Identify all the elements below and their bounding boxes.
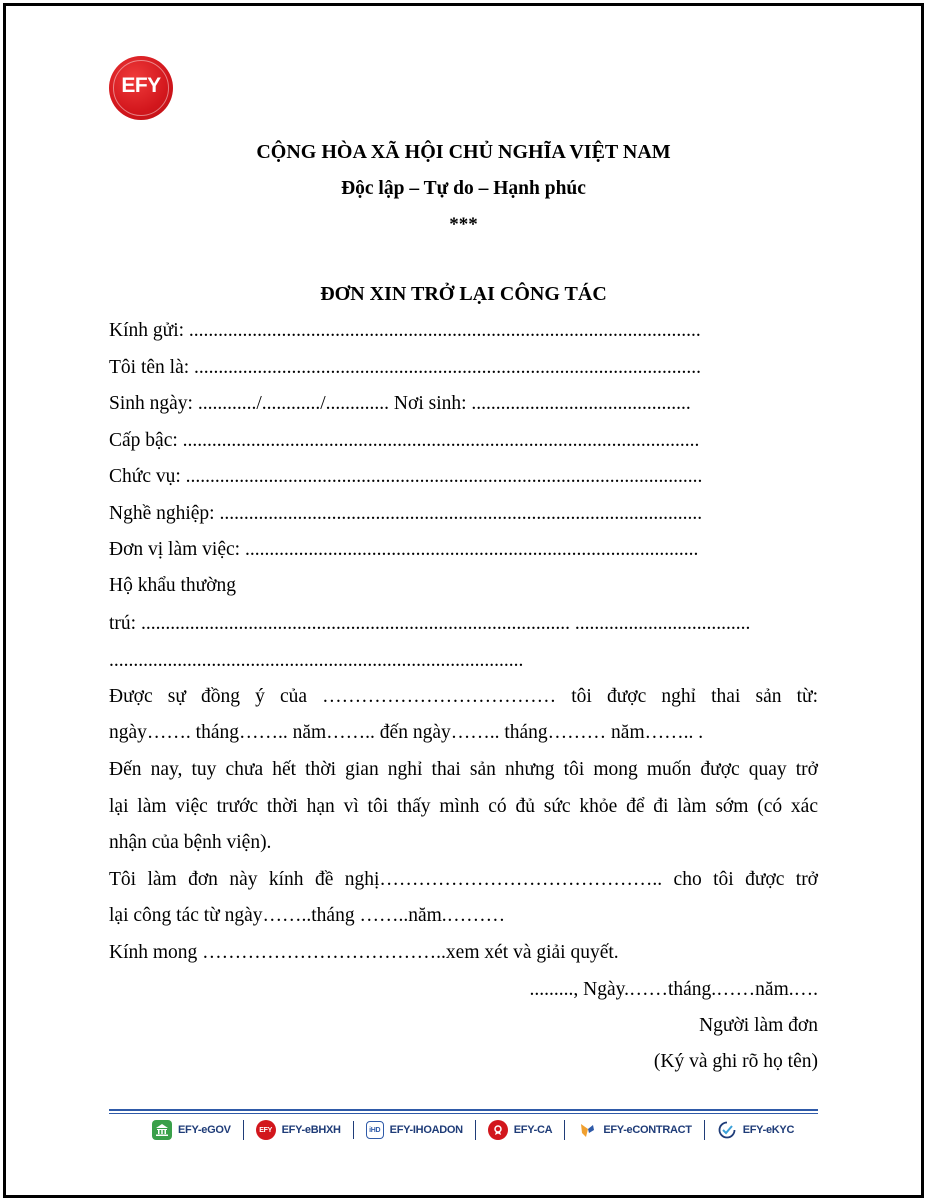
footer-item-egov[interactable]: [140, 1120, 243, 1140]
footer-item-econtract[interactable]: [564, 1120, 703, 1140]
field-nghe-nghiep: Nghề nghiệp: ...................................................................................................: [109, 503, 703, 524]
logo-text: EFY: [121, 74, 161, 97]
footer-product-bar: [140, 1118, 806, 1142]
field-tru: trú: ........................................................................................ ....................................: [109, 613, 751, 634]
field-chuc-vu: Chức vụ: ..........................................................................................................: [109, 466, 703, 487]
footer-rule: [109, 1109, 818, 1111]
footer-item-label: EFY-eKYC: [742, 1124, 795, 1136]
footer-item-ca[interactable]: [475, 1120, 565, 1140]
paragraph-line: lại làm việc trước thời hạn vì tôi thấy mình có đủ sức khỏe để đi làm sớm (có xác: [109, 796, 818, 817]
verify-icon: [717, 1120, 737, 1140]
footer-item-ihoadon[interactable]: [353, 1121, 475, 1139]
field-ho-khau-label: Hộ khẩu thường: [109, 575, 237, 596]
handshake-icon: [577, 1120, 597, 1140]
field-tru-cont: .....................................................................................: [109, 650, 524, 671]
field-cap-bac: Cấp bậc: ..........................................................................................................: [109, 430, 700, 451]
footer-item-ebhxh[interactable]: [243, 1120, 353, 1140]
paragraph-line: Được sự đồng ý của ……………………………… tôi được nghỉ thai sản từ:: [109, 686, 818, 707]
footer-item-label: EFY-eCONTRACT: [603, 1124, 692, 1136]
footer-item-ekyc[interactable]: [704, 1120, 806, 1140]
motto: Độc lập – Tự do – Hạnh phúc: [341, 178, 586, 199]
signature-signer: Người làm đơn: [699, 1015, 818, 1036]
field-sinh-ngay: Sinh ngày: ............/............/............. Nơi sinh: .............................................: [109, 393, 691, 414]
efy-logo: [109, 56, 173, 120]
footer-item-label: EFY-eGOV: [178, 1124, 231, 1136]
paragraph-line: Kính mong ………………………………..xem xét và giải quyết.: [109, 942, 619, 963]
field-ten: Tôi tên là: ........................................................................................................: [109, 357, 702, 378]
signature-date: ........., Ngày.……tháng.……năm.….: [529, 979, 818, 1000]
paragraph-line: ngày……. tháng…….. năm…….. đến ngày…….. tháng……… năm…….. .: [109, 722, 704, 743]
field-kinh-gui: Kính gửi: .........................................................................................................: [109, 320, 701, 341]
paragraph-line: lại công tác từ ngày……..tháng ……..năm.………: [109, 905, 506, 926]
signature-note: (Ký và ghi rõ họ tên): [653, 1051, 818, 1072]
country-heading: CỘNG HÒA XÃ HỘI CHỦ NGHĨA VIỆT NAM: [256, 141, 671, 163]
footer-item-label: EFY-CA: [513, 1124, 553, 1136]
separator: ***: [449, 214, 478, 235]
paragraph-line: Tôi làm đơn này kính đề nghị…………………………………….. cho tôi được trở: [109, 869, 818, 890]
footer-item-label: EFY-eBHXH: [281, 1124, 341, 1136]
field-don-vi: Đơn vị làm việc: .............................................................................................: [109, 539, 699, 560]
efy-logo-icon: EFY: [256, 1120, 276, 1140]
logo-ring: [113, 60, 169, 116]
invoice-icon: iHD: [366, 1121, 384, 1139]
building-icon: [152, 1120, 172, 1140]
document-title: ĐƠN XIN TRỞ LẠI CÔNG TÁC: [320, 283, 607, 305]
paragraph-line: Đến nay, tuy chưa hết thời gian nghỉ thai sản nhưng tôi mong muốn được quay trở: [109, 759, 818, 780]
footer-rule: [109, 1113, 818, 1114]
certificate-icon: [488, 1120, 508, 1140]
footer-item-label: EFY-IHOADON: [389, 1124, 463, 1136]
paragraph-line: nhận của bệnh viện).: [109, 832, 272, 853]
